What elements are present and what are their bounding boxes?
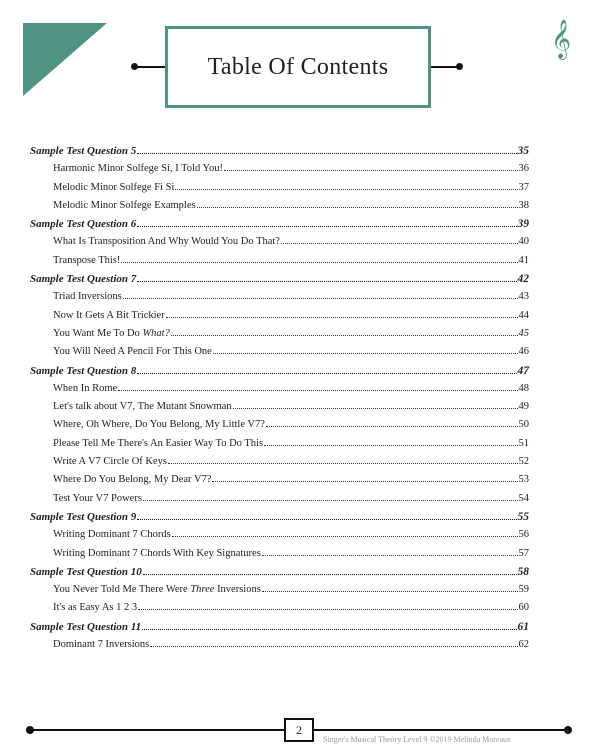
toc-entry-label: Sample Test Question 8 (30, 364, 137, 377)
toc-entry-row[interactable] (30, 548, 529, 566)
toc-entry-label: Triad Inversions (53, 291, 122, 303)
treble-clef-icon: 𝄞 (551, 19, 572, 59)
toc-entry-label: Transpose This! (53, 254, 121, 266)
toc-section-row[interactable] (30, 145, 529, 163)
toc-entry-row[interactable] (30, 291, 529, 309)
dot-leader (171, 335, 518, 336)
toc-entry-label: Let's talk about V7, The Mutant Snowman (53, 401, 232, 413)
footer-left-dot (26, 726, 34, 734)
dot-leader (175, 189, 517, 190)
toc-page-number: 40 (518, 236, 529, 248)
toc-page-number: 49 (518, 401, 529, 413)
toc-page-number: 50 (518, 419, 529, 431)
toc-section-row[interactable] (30, 566, 529, 584)
toc-entry-label: You Will Need A Pencil For This One (53, 346, 212, 358)
dot-leader (212, 481, 517, 482)
dot-leader (166, 317, 518, 318)
toc-entry-label: Sample Test Question 11 (30, 620, 142, 633)
toc-entry-row[interactable] (30, 200, 529, 218)
page-number: 2 (296, 722, 302, 737)
toc-page-number: 61 (517, 620, 529, 633)
dot-leader (137, 226, 516, 227)
toc-entry-label: What Is Transposition And Why Would You Do That? (53, 236, 280, 248)
toc-section-row[interactable] (30, 511, 529, 529)
toc-entry-label: Sample Test Question 9 (30, 510, 137, 523)
toc-page-number: 35 (517, 145, 529, 157)
toc-page-number: 59 (518, 584, 529, 596)
dot-leader (142, 629, 516, 630)
toc-entry-label: Where, Oh Where, Do You Belong, My Little V7? (53, 419, 265, 431)
toc-entry-label: You Never Told Me There Were Three Inversions (53, 584, 261, 596)
toc-entry-label: Now It Gets A Bit Trickier (53, 309, 165, 321)
toc-entry-label: Sample Test Question 5 (30, 145, 137, 157)
toc-entry-row[interactable] (30, 639, 529, 657)
toc-page-number: 36 (518, 163, 529, 175)
footer-right-dot (564, 726, 572, 734)
title-right-dot (456, 63, 463, 70)
toc-page-number: 48 (518, 382, 529, 394)
toc-entry-row[interactable] (30, 438, 529, 456)
dot-leader (266, 426, 518, 427)
toc-entry-row[interactable] (30, 346, 529, 364)
toc-entry-row[interactable] (30, 456, 529, 474)
toc-entry-row[interactable] (30, 584, 529, 602)
toc-page-number: 53 (518, 474, 529, 486)
toc-entry-row[interactable] (30, 419, 529, 437)
toc-entry-label: Please Tell Me There's An Easier Way To Do This (53, 437, 264, 449)
toc-page-number: 51 (518, 437, 529, 449)
toc-entry-label: Dominant 7 Inversions (53, 639, 150, 651)
dot-leader (168, 463, 518, 464)
toc-page-number: 56 (518, 529, 529, 541)
dot-leader (224, 170, 518, 171)
dot-leader (213, 353, 518, 354)
toc-entry-label: Sample Test Question 10 (30, 565, 142, 578)
dot-leader (137, 281, 516, 282)
dot-leader (281, 243, 518, 244)
toc-entry-label: Sample Test Question 6 (30, 218, 137, 231)
dot-leader (137, 373, 516, 374)
toc-page-number: 42 (517, 273, 529, 286)
toc-page-number: 62 (518, 639, 529, 651)
toc-entry-row[interactable] (30, 401, 529, 419)
dot-leader (137, 153, 516, 154)
toc-entry-label: Write A V7 Circle Of Keys (53, 456, 167, 468)
toc-page-number: 55 (517, 510, 529, 523)
toc-entry-row[interactable] (30, 529, 529, 547)
toc-section-row[interactable] (30, 218, 529, 236)
toc-entry-label: You Want Me To Do What? (53, 327, 170, 339)
dot-leader (143, 574, 517, 575)
title-left-dot (131, 63, 138, 70)
toc-page-number: 44 (518, 309, 529, 321)
table-of-contents (30, 145, 529, 657)
toc-page-number: 57 (518, 547, 529, 559)
dot-leader (233, 408, 518, 409)
dot-leader (262, 591, 518, 592)
dot-leader (121, 262, 517, 263)
toc-entry-row[interactable] (30, 310, 529, 328)
toc-entry-label: Melodic Minor Solfege Examples (53, 199, 196, 211)
toc-entry-row[interactable] (30, 182, 529, 200)
dot-leader (118, 390, 517, 391)
toc-page-number: 46 (518, 346, 529, 358)
toc-entry-label: Writing Dominant 7 Chords With Key Signatures (53, 547, 261, 559)
toc-entry-label: Test Your V7 Powers (53, 492, 142, 504)
toc-page-number: 58 (517, 565, 529, 578)
toc-page-number: 43 (518, 291, 529, 303)
toc-entry-row[interactable] (30, 493, 529, 511)
toc-page-number: 38 (518, 199, 529, 211)
toc-entry-row[interactable] (30, 328, 529, 346)
footer-copyright: Singer's Musical Theory Level 9 ©2019 Melinda Moreaux (323, 735, 511, 744)
toc-entry-row[interactable] (30, 602, 529, 620)
title-left-rule (135, 66, 165, 68)
page-title: Table Of Contents (207, 53, 389, 80)
toc-entry-label: It's as Easy As 1 2 3 (53, 602, 138, 614)
toc-page-number: 39 (517, 218, 529, 231)
toc-entry-label: Harmonic Minor Solfege Si, I Told You! (53, 163, 223, 175)
dot-leader (197, 207, 518, 208)
toc-section-row[interactable] (30, 621, 529, 639)
toc-section-row[interactable] (30, 365, 529, 383)
toc-page-number: 47 (517, 364, 529, 377)
corner-triangle-decoration (23, 23, 107, 96)
toc-entry-label: Sample Test Question 7 (30, 273, 137, 286)
dot-leader (137, 519, 516, 520)
toc-page-number: 60 (518, 602, 529, 614)
toc-entry-row[interactable] (30, 163, 529, 181)
toc-entry-row[interactable] (30, 255, 529, 273)
dot-leader (262, 555, 518, 556)
toc-entry-label: Writing Dominant 7 Chords (53, 529, 171, 541)
toc-page-number: 54 (518, 492, 529, 504)
title-box (165, 26, 431, 108)
toc-entry-row[interactable] (30, 383, 529, 401)
dot-leader (123, 298, 518, 299)
toc-page-number: 52 (518, 456, 529, 468)
toc-entry-label: Where Do You Belong, My Dear V7? (53, 474, 212, 486)
dot-leader (143, 500, 518, 501)
toc-section-row[interactable] (30, 273, 529, 291)
page-number-box (284, 718, 314, 742)
toc-page-number: 41 (518, 254, 529, 266)
dot-leader (264, 445, 517, 446)
toc-entry-row[interactable] (30, 236, 529, 254)
toc-entry-row[interactable] (30, 474, 529, 492)
toc-entry-label: Melodic Minor Solfege Fi Si (53, 181, 175, 193)
dot-leader (172, 536, 518, 537)
dot-leader (150, 646, 517, 647)
toc-page-number: 45 (518, 327, 529, 339)
dot-leader (138, 609, 517, 610)
toc-page-number: 37 (518, 181, 529, 193)
toc-entry-label: When In Rome (53, 382, 118, 394)
